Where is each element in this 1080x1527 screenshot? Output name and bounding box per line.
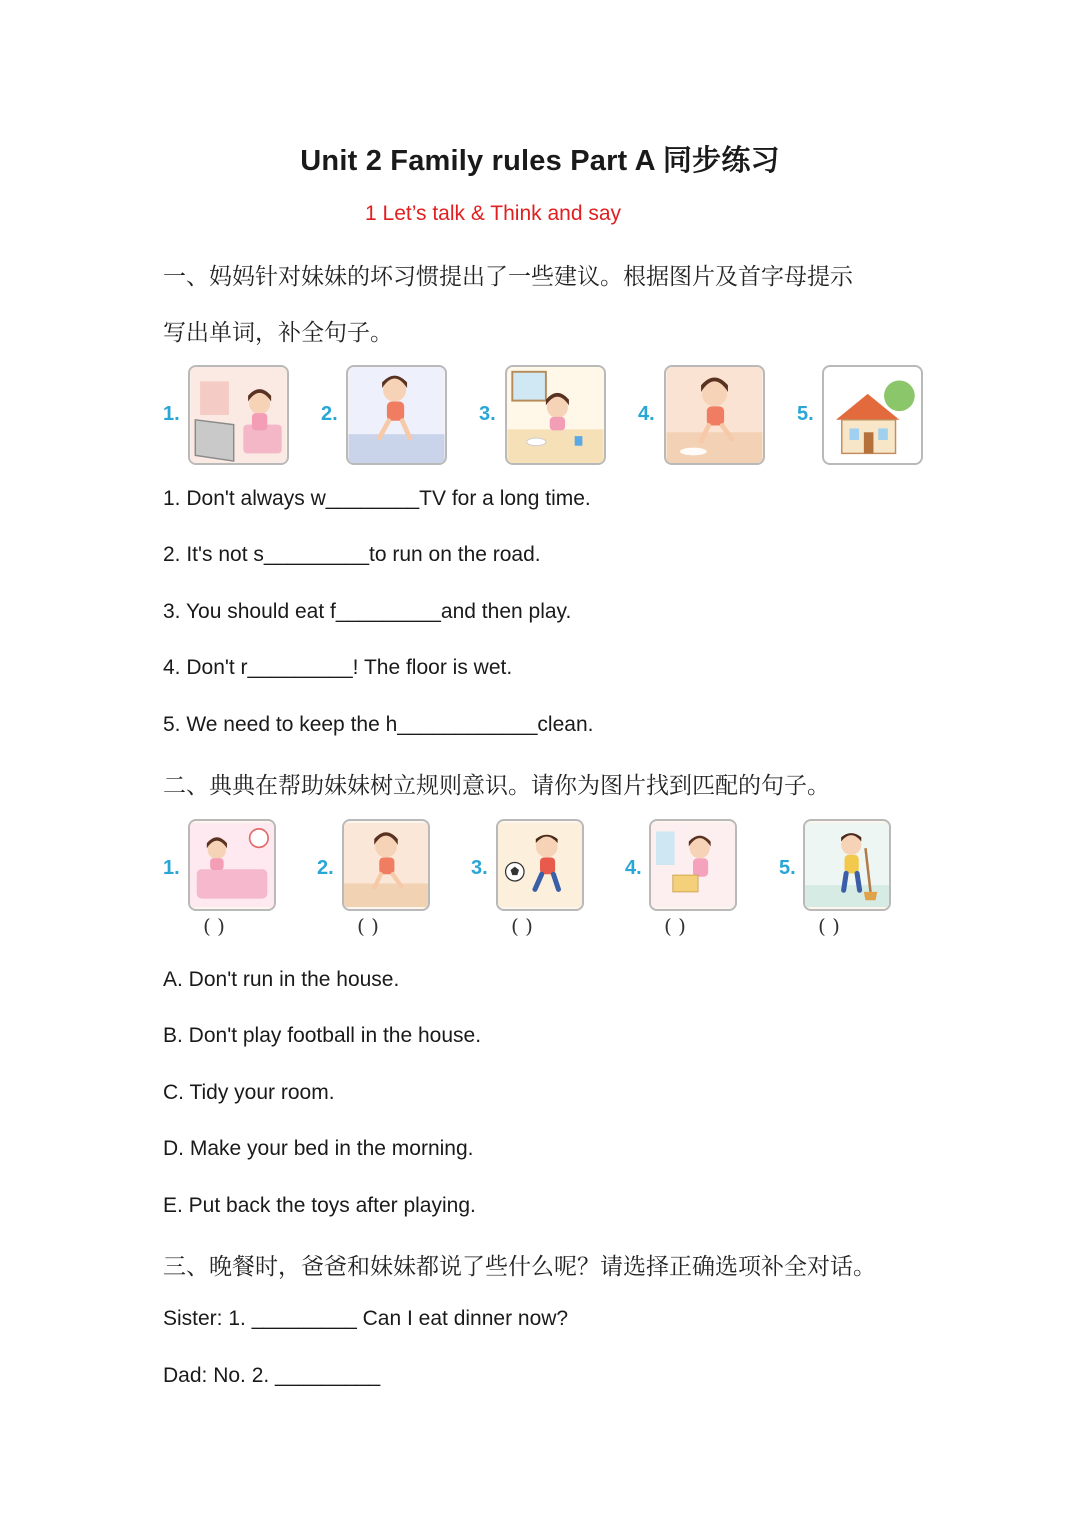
lesson-subtitle: 1 Let’s talk & Think and say bbox=[365, 202, 622, 225]
boy-sweeping-room-picture bbox=[803, 819, 891, 911]
section1-instruction-line1: 一、妈妈针对妹妹的坏习惯提出了一些建议。根据图片及首字母提示 bbox=[163, 264, 853, 290]
boy-playing-football-icon bbox=[498, 821, 582, 909]
girl-putting-back-toys-picture bbox=[649, 819, 737, 911]
section1-sentence: 1. Don't always w________TV for a long time. bbox=[163, 487, 591, 510]
section1-picture-number: 5. bbox=[797, 403, 814, 425]
section2-picture-number: 2. bbox=[317, 857, 334, 879]
answer-parentheses[interactable]: ( ) bbox=[818, 914, 840, 938]
section2-option: A. Don't run in the house. bbox=[163, 968, 400, 991]
house-icon bbox=[824, 367, 921, 463]
section2-option: E. Put back the toys after playing. bbox=[163, 1194, 476, 1217]
section1-picture-number: 2. bbox=[321, 403, 338, 425]
girl-running-on-wet-floor-picture bbox=[664, 365, 765, 465]
dialogue-line-sister: Sister: 1. _________ Can I eat dinner now? bbox=[163, 1307, 569, 1330]
section3-instruction: 三、晚餐时，爸爸和妹妹都说了些什么呢？请选择正确选项补全对话。 bbox=[163, 1254, 876, 1280]
girl-playing-with-food-icon bbox=[507, 367, 604, 463]
answer-parentheses[interactable]: ( ) bbox=[357, 914, 379, 938]
girl-running-on-wet-floor-icon bbox=[666, 367, 763, 463]
section1-sentence: 2. It's not s_________to run on the road. bbox=[163, 543, 541, 566]
girl-running-in-house-picture bbox=[342, 819, 430, 911]
section1-picture-row bbox=[0, 365, 1080, 465]
section1-picture-number: 4. bbox=[638, 403, 655, 425]
girl-putting-back-toys-icon bbox=[651, 821, 735, 909]
answer-parentheses[interactable]: ( ) bbox=[511, 914, 533, 938]
answer-parentheses[interactable]: ( ) bbox=[203, 914, 225, 938]
section1-sentence: 4. Don't r_________! The floor is wet. bbox=[163, 656, 513, 679]
section1-sentence: 3. You should eat f_________and then play. bbox=[163, 600, 572, 623]
girl-running-on-road-icon bbox=[348, 367, 445, 463]
girl-making-bed-icon bbox=[190, 821, 274, 909]
section2-picture-number: 1. bbox=[163, 857, 180, 879]
section2-picture-number: 3. bbox=[471, 857, 488, 879]
section1-instruction-line2: 写出单词，补全句子。 bbox=[163, 320, 393, 346]
section2-option: B. Don't play football in the house. bbox=[163, 1024, 482, 1047]
dialogue-line-dad: Dad: No. 2. _________ bbox=[163, 1364, 381, 1387]
section2-option: D. Make your bed in the morning. bbox=[163, 1137, 474, 1160]
girl-making-bed-picture bbox=[188, 819, 276, 911]
house-picture bbox=[822, 365, 923, 465]
section1-picture-number: 1. bbox=[163, 403, 180, 425]
girl-running-in-house-icon bbox=[344, 821, 428, 909]
section1-picture-number: 3. bbox=[479, 403, 496, 425]
section2-picture-row bbox=[0, 819, 1080, 944]
answer-parentheses[interactable]: ( ) bbox=[664, 914, 686, 938]
boy-sweeping-room-icon bbox=[805, 821, 889, 909]
section1-sentence: 5. We need to keep the h____________clean. bbox=[163, 713, 594, 736]
girl-running-on-road-picture bbox=[346, 365, 447, 465]
section2-option: C. Tidy your room. bbox=[163, 1081, 335, 1104]
section2-picture-number: 5. bbox=[779, 857, 796, 879]
girl-watching-tv-picture bbox=[188, 365, 289, 465]
page-title: Unit 2 Family rules Part A 同步练习 bbox=[300, 145, 780, 177]
section2-picture-number: 4. bbox=[625, 857, 642, 879]
boy-playing-football-picture bbox=[496, 819, 584, 911]
girl-playing-with-food-picture bbox=[505, 365, 606, 465]
section2-instruction: 二、典典在帮助妹妹树立规则意识。请你为图片找到匹配的句子。 bbox=[163, 773, 830, 799]
girl-watching-tv-icon bbox=[190, 367, 287, 463]
